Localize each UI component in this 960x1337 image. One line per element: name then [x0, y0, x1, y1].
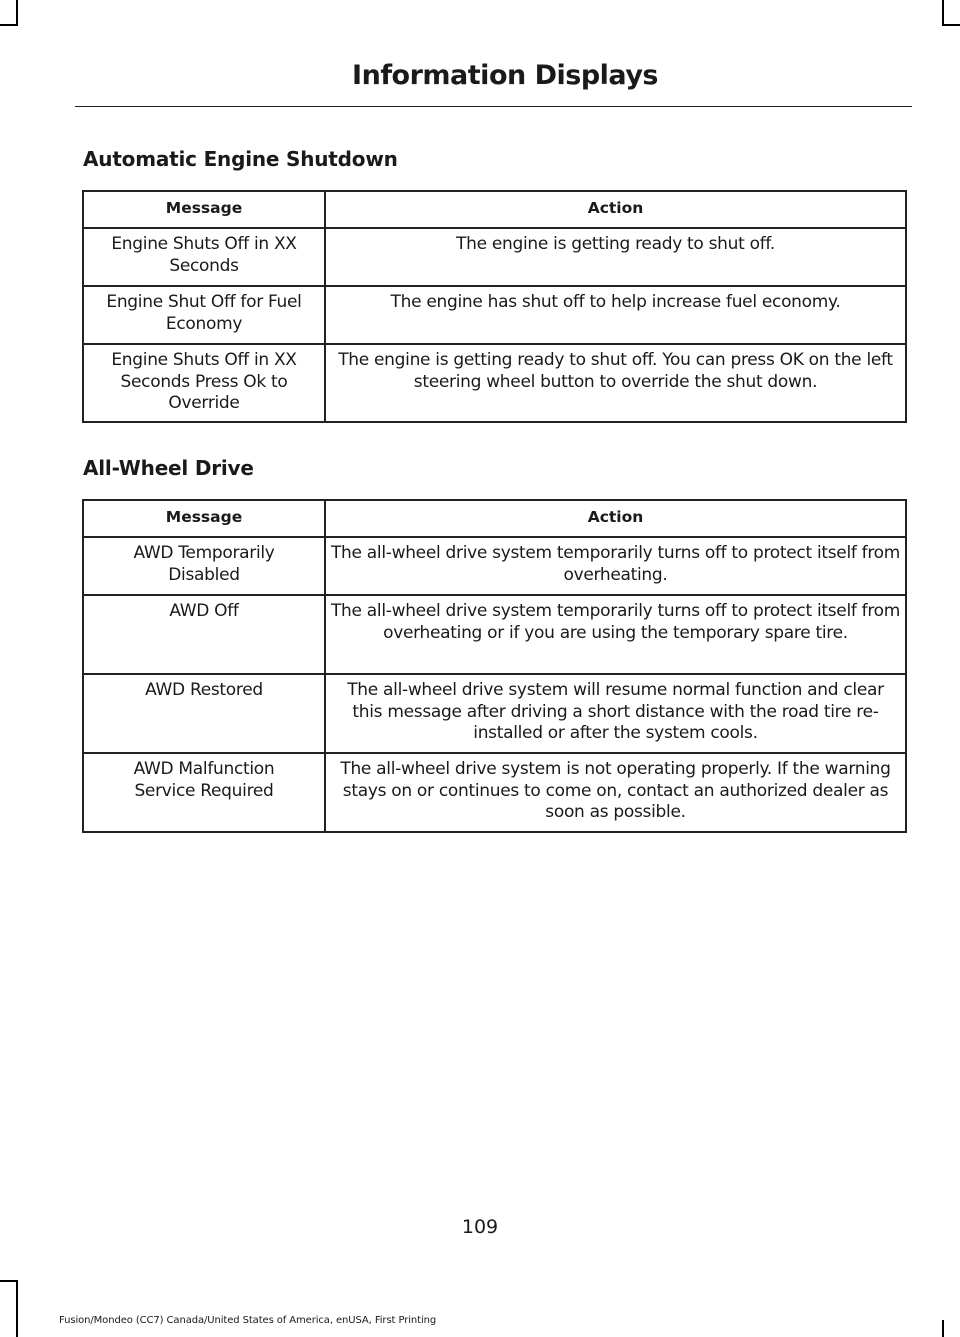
table-row [83, 595, 906, 674]
crop-mark [0, 1280, 18, 1282]
message-cell: AWD Malfunction Service Required [83, 753, 325, 832]
action-cell: The engine is getting ready to shut off. You can press OK on the left steering wheel button to override the shut down. [325, 344, 906, 422]
table-row [83, 228, 906, 286]
crop-mark [16, 0, 18, 24]
section-title-engine-shutdown: Automatic Engine Shutdown [83, 147, 398, 171]
table-header-row [83, 191, 906, 228]
all-wheel-drive-table [82, 499, 907, 833]
crop-mark [942, 1320, 944, 1337]
action-cell: The engine is getting ready to shut off. [325, 228, 906, 286]
message-cell: Engine Shut Off for Fuel Economy [83, 286, 325, 344]
column-header-action: Action [325, 500, 906, 537]
header-rule [75, 106, 912, 107]
action-cell: The all-wheel drive system temporarily turns off to protect itself from overheating or if you are using the temporary spare tire. [325, 595, 906, 674]
table-row [83, 344, 906, 422]
crop-mark [16, 1280, 18, 1337]
crop-mark [0, 24, 18, 26]
engine-shutdown-table [82, 190, 907, 423]
message-cell: Engine Shuts Off in XX Seconds [83, 228, 325, 286]
table-row [83, 537, 906, 595]
section-title-all-wheel-drive: All-Wheel Drive [83, 456, 254, 480]
page-header-title: Information Displays [352, 60, 658, 91]
action-cell: The all-wheel drive system is not operating properly. If the warning stays on or continues to come on, contact an authorized dealer as soon as possible. [325, 753, 906, 832]
message-cell: AWD Temporarily Disabled [83, 537, 325, 595]
column-header-action: Action [325, 191, 906, 228]
action-cell: The all-wheel drive system temporarily turns off to protect itself from overheating. [325, 537, 906, 595]
table-row [83, 674, 906, 753]
table-header-row [83, 500, 906, 537]
table-row [83, 753, 906, 832]
column-header-message: Message [83, 191, 325, 228]
message-cell: AWD Restored [83, 674, 325, 753]
crop-mark [942, 24, 960, 26]
message-cell: AWD Off [83, 595, 325, 674]
table-row [83, 286, 906, 344]
footer-text: Fusion/Mondeo (CC7) Canada/United States of America, enUSA, First Printing [59, 1315, 437, 1326]
page-number: 109 [461, 1216, 499, 1238]
action-cell: The all-wheel drive system will resume normal function and clear this message after driving a short distance with the road tire re-installed or after the system cools. [325, 674, 906, 753]
message-cell: Engine Shuts Off in XX Seconds Press Ok to Override [83, 344, 325, 422]
column-header-message: Message [83, 500, 325, 537]
crop-mark [942, 0, 944, 24]
action-cell: The engine has shut off to help increase fuel economy. [325, 286, 906, 344]
